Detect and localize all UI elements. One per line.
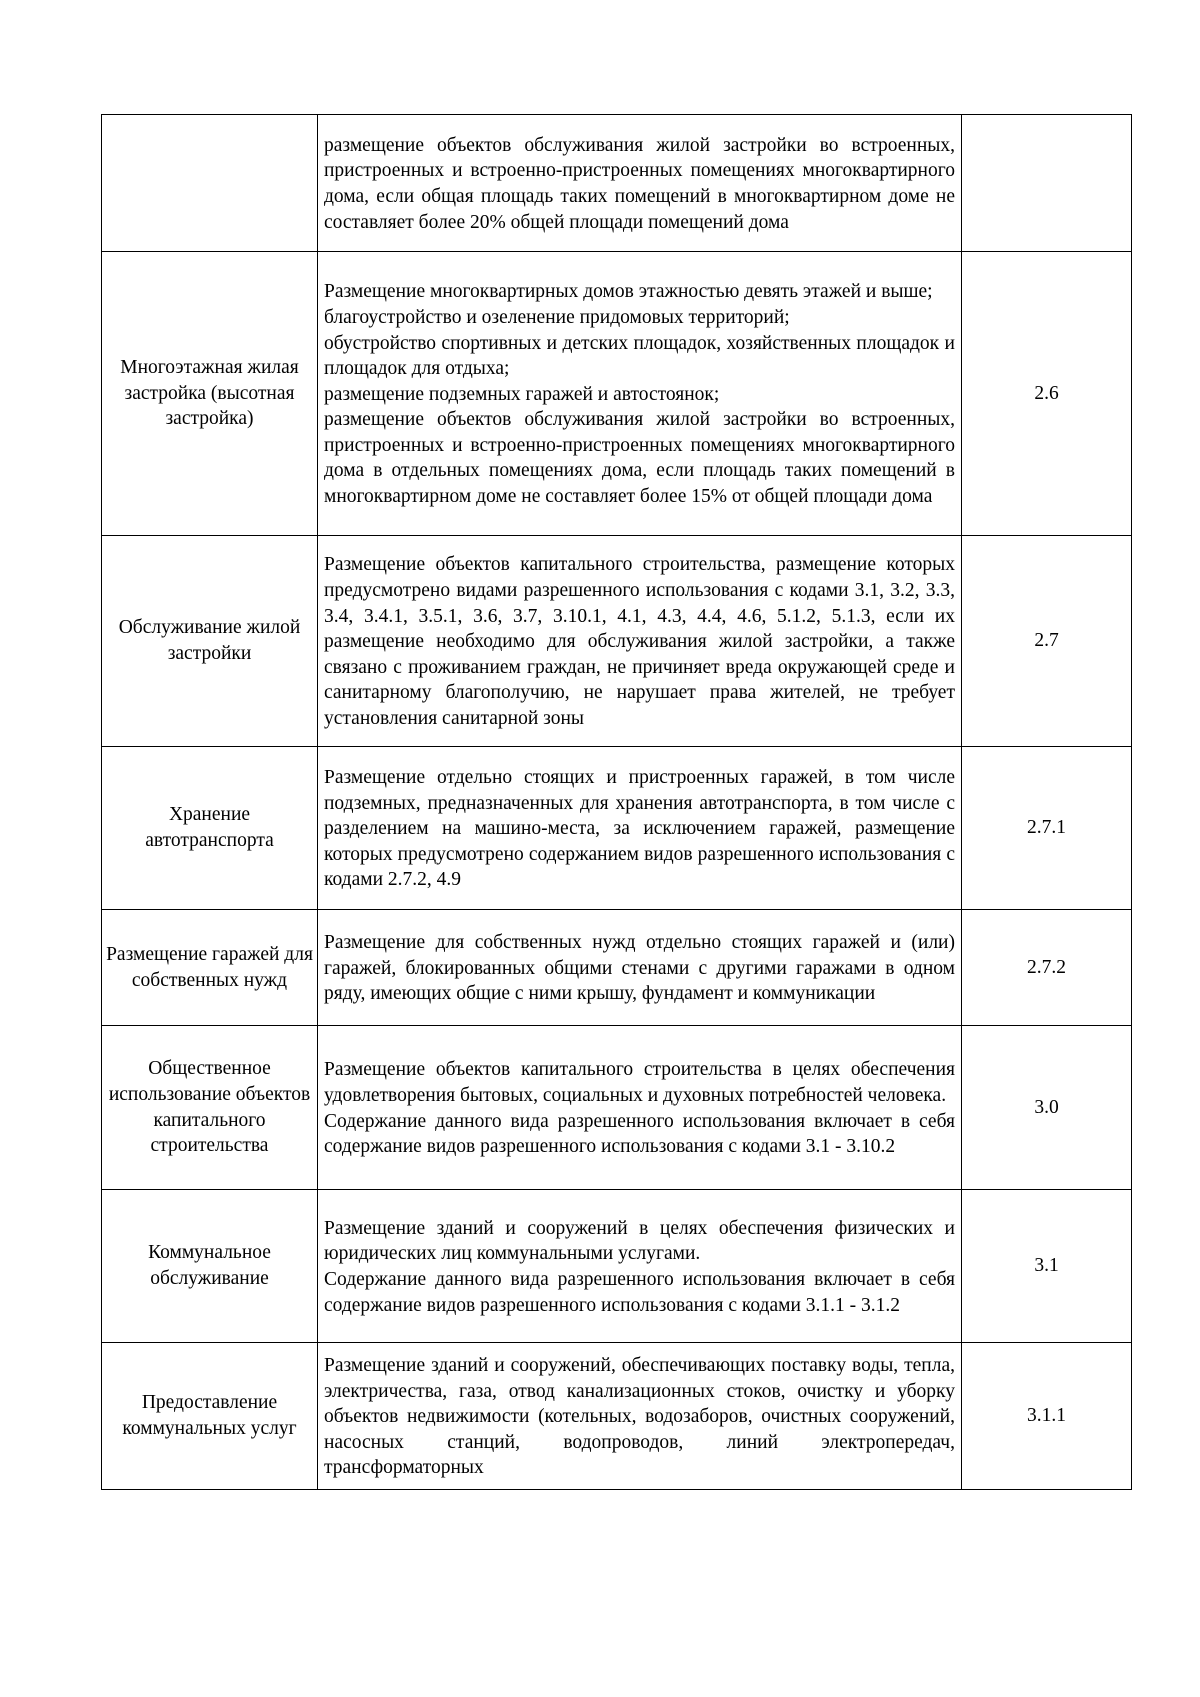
description-line: размещение подземных гаражей и автостоянок; <box>324 383 720 405</box>
document-page <box>101 114 1131 1490</box>
description-line: размещение объектов обслуживания жилой застройки во встроенных, пристроенных и встроенно-пристроенных помещениях многоквартирного дома в отдельных помещениях дома, если площадь таких помещений в многоквартирном доме не составляет более 15% от общей площади дома <box>324 409 955 508</box>
description-line: Содержание данного вида разрешенного использования включает в себя содержание видов разрешенного использования с кодами 3.1.1 - 3.1.2 <box>324 1269 955 1316</box>
description-line: размещение объектов обслуживания жилой застройки во встроенных, пристроенных и встроенно-пристроенных помещениях многоквартирного дома, если общая площадь таких помещений в многоквартирном доме не составляет более 20% общей площади помещений дома <box>324 134 955 233</box>
description-line: Размещение отдельно стоящих и пристроенных гаражей, в том числе подземных, предназначенных для хранения автотранспорта, в том числе с разделением на машино-места, за исключением гаражей, размещение которых предусмотрено содержанием видов разрешенного использования с кодами 2.7.2, 4.9 <box>324 767 955 891</box>
table-row <box>102 1343 1132 1490</box>
use-type-name: Предоставление коммунальных услуг <box>102 1343 318 1490</box>
use-type-code: 2.6 <box>962 252 1132 536</box>
description-line: Размещение для собственных нужд отдельно стоящих гаражей и (или) гаражей, блокированных общими стенами с другими гаражами в одном ряду, имеющих общие с ними крышу, фундамент и коммуникации <box>324 932 955 1005</box>
use-type-code: 3.0 <box>962 1026 1132 1190</box>
description-line: Размещение зданий и сооружений, обеспечивающих поставку воды, тепла, электричества, газа, отвод канализационных стоков, очистку и уборку объектов недвижимости (котельных, водозаборов, очистных сооружений, насосных станций, водопроводов, линий электропередач, трансформаторных <box>324 1355 955 1479</box>
description-line: Размещение многоквартирных домов этажностью девять этажей и выше; <box>324 281 933 303</box>
use-type-code: 3.1.1 <box>962 1343 1132 1490</box>
use-type-name: Общественное использование объектов капитального строительства <box>102 1026 318 1190</box>
use-type-description <box>318 115 962 252</box>
use-type-name: Обслуживание жилой застройки <box>102 536 318 747</box>
table-row <box>102 1190 1132 1343</box>
use-type-description <box>318 252 962 536</box>
table-row <box>102 747 1132 910</box>
use-type-description <box>318 536 962 747</box>
table-row <box>102 910 1132 1026</box>
table-row <box>102 1026 1132 1190</box>
use-type-description <box>318 1343 962 1490</box>
table-row <box>102 536 1132 747</box>
use-type-description <box>318 747 962 910</box>
use-type-code: 2.7.2 <box>962 910 1132 1026</box>
description-line: Содержание данного вида разрешенного использования включает в себя содержание видов разрешенного использования с кодами 3.1 - 3.10.2 <box>324 1110 955 1158</box>
table-row <box>102 115 1132 252</box>
use-type-description <box>318 910 962 1026</box>
use-type-description <box>318 1190 962 1343</box>
use-type-code <box>962 115 1132 252</box>
use-type-code: 3.1 <box>962 1190 1132 1343</box>
description-line: Размещение объектов капитального строительства, размещение которых предусмотрено видами разрешенного использования с кодами 3.1, 3.2, 3.3, 3.4, 3.4.1, 3.5.1, 3.6, 3.7, 3.10.1, 4.1, 4.3, 4.4, 4.6, 5.1.2, 5.1.3, если их размещение необходимо для обслуживания жилой застройки, а также связано с проживанием граждан, не причиняет вреда окружающей среде и санитарному благополучию, не нарушает права жителей, не требует установления санитарной зоны <box>324 554 955 729</box>
use-type-name <box>102 115 318 252</box>
description-line: обустройство спортивных и детских площадок, хозяйственных площадок и площадок для отдыха; <box>324 332 955 380</box>
use-type-description <box>318 1026 962 1190</box>
use-type-name: Размещение гаражей для собственных нужд <box>102 910 318 1026</box>
use-type-name: Многоэтажная жилая застройка (высотная застройка) <box>102 252 318 536</box>
description-line: Размещение зданий и сооружений в целях обеспечения физических и юридических лиц коммунальными услугами. <box>324 1217 955 1265</box>
description-line: Размещение объектов капитального строительства в целях обеспечения удовлетворения бытовых, социальных и духовных потребностей человека. <box>324 1059 955 1106</box>
table-row <box>102 252 1132 536</box>
use-type-code: 2.7 <box>962 536 1132 747</box>
land-use-table <box>101 114 1132 1490</box>
description-line: благоустройство и озеленение придомовых территорий; <box>324 306 790 328</box>
use-type-name: Коммунальное обслуживание <box>102 1190 318 1343</box>
use-type-code: 2.7.1 <box>962 747 1132 910</box>
use-type-name: Хранение автотранспорта <box>102 747 318 910</box>
